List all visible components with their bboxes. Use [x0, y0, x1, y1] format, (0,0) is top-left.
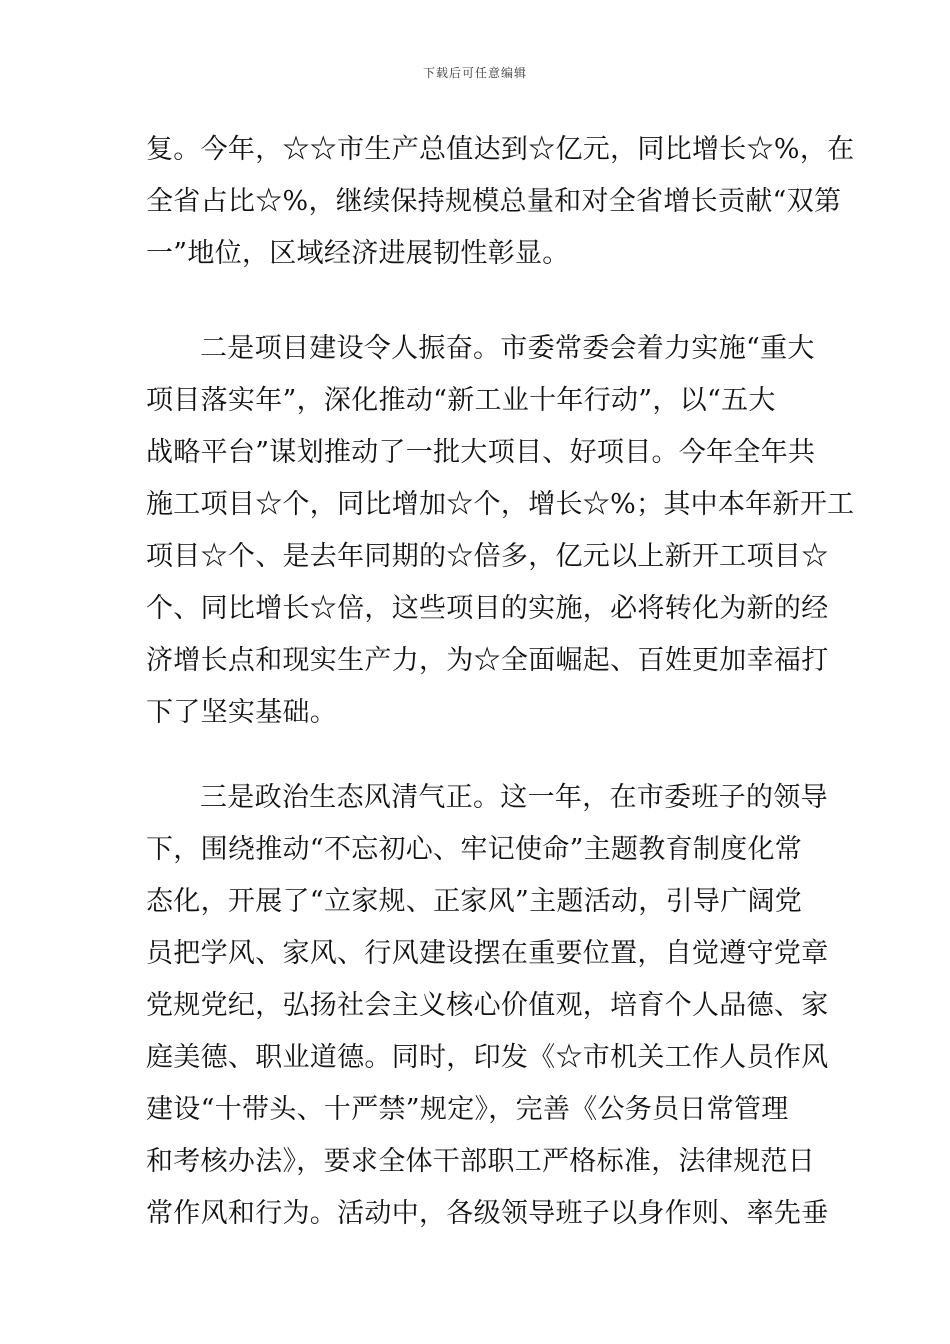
paragraph-line: 三是政治生态风清气正。这一年，在市委班子的领导 [200, 782, 828, 813]
paragraph-line: 党规党纪，弘扬社会主义核心价值观，培育个人品德、家 [146, 990, 829, 1021]
paragraph-line: 态化，开展了“立家规、正家风”主题活动，引导广阔党 [146, 886, 803, 917]
paragraph-line: 员把学风、家风、行风建设摆在重要位置，自觉遵守党章 [146, 938, 829, 969]
paragraph-line: 庭美德、职业道德。同时，印发《☆市机关工作人员作风 [146, 1042, 829, 1073]
paragraph-line: 下了坚实基础。 [146, 697, 338, 728]
paragraph-line: 全省占比☆%，继续保持规模总量和对全省增长贡献“双第 [146, 186, 842, 217]
paragraph-line: 建设“十带头、十严禁”规定》，完善《公务员日常管理 [146, 1094, 789, 1125]
paragraph-line: 复。今年，☆☆市生产总值达到☆亿元，同比增长☆%，在 [146, 134, 855, 165]
paragraph-line: 项目落实年”，深化推动“新工业十年行动”，以“五大 [146, 385, 776, 416]
paragraph-line: 个、同比增长☆倍，这些项目的实施，必将转化为新的经 [146, 593, 829, 624]
paragraph-line: 下，围绕推动“不忘初心、牢记使命”主题教育制度化常 [146, 834, 803, 865]
paragraph-line: 济增长点和现实生产力，为☆全面崛起、百姓更加幸福打 [146, 645, 829, 676]
paragraph-1 [146, 124, 855, 280]
paragraph-line: 一”地位，区域经济进展韧性彰显。 [146, 238, 570, 269]
paragraph-line: 二是项目建设令人振奋。市委常委会着力实施“重大 [200, 333, 815, 364]
paragraph-3 [146, 772, 829, 1240]
paragraph-line: 和考核办法》，要求全体干部职工严格标准，法律规范日 [146, 1146, 815, 1177]
paragraph-line: 常作风和行为。活动中，各级领导班子以身作则、率先垂 [146, 1198, 829, 1229]
paragraph-line: 项目☆个、是去年同期的☆倍多，亿元以上新开工项目☆ [146, 541, 829, 572]
header-note: 下载后可任意编辑 [422, 66, 527, 80]
paragraph-2 [146, 323, 855, 739]
paragraph-line: 施工项目☆个，同比增加☆个，增长☆%；其中本年新开工 [146, 489, 855, 520]
paragraph-line: 战略平台”谋划推动了一批大项目、好项目。今年全年共 [146, 437, 816, 468]
